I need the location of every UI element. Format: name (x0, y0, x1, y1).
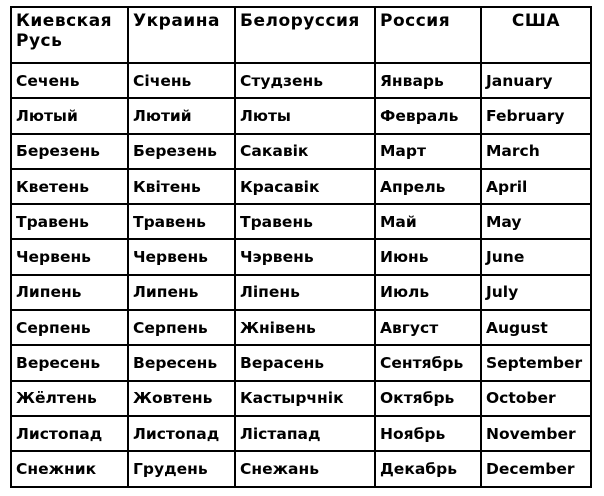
table-row (11, 451, 591, 486)
cell-belarus: Ліпень (235, 275, 375, 310)
cell-kievan-rus: Сечень (11, 63, 128, 98)
header-row (11, 7, 591, 63)
cell-kievan-rus: Вересень (11, 345, 128, 380)
cell-ukraine: Грудень (128, 451, 235, 486)
cell-usa: September (481, 345, 591, 380)
cell-ukraine: Квітень (128, 169, 235, 204)
cell-russia: Март (375, 134, 481, 169)
cell-ukraine: Липень (128, 275, 235, 310)
cell-ukraine: Листопад (128, 416, 235, 451)
cell-usa: March (481, 134, 591, 169)
cell-russia: Август (375, 310, 481, 345)
cell-ukraine: Лютий (128, 98, 235, 133)
header-usa: США (481, 7, 591, 63)
header-kievan-rus: Киевская Русь (11, 7, 128, 63)
table-row (11, 275, 591, 310)
cell-belarus: Жнівень (235, 310, 375, 345)
cell-russia: Октябрь (375, 381, 481, 416)
table-row (11, 134, 591, 169)
table-body (11, 63, 591, 487)
cell-russia: Май (375, 204, 481, 239)
table-row (11, 204, 591, 239)
table-row (11, 345, 591, 380)
header-belarus: Белоруссия (235, 7, 375, 63)
cell-usa: April (481, 169, 591, 204)
cell-kievan-rus: Травень (11, 204, 128, 239)
cell-belarus: Чэрвень (235, 239, 375, 274)
table-row (11, 416, 591, 451)
cell-belarus: Люты (235, 98, 375, 133)
cell-usa: January (481, 63, 591, 98)
cell-kievan-rus: Кветень (11, 169, 128, 204)
cell-russia: Апрель (375, 169, 481, 204)
cell-usa: December (481, 451, 591, 486)
cell-kievan-rus: Лютый (11, 98, 128, 133)
table-row (11, 169, 591, 204)
cell-russia: Сентябрь (375, 345, 481, 380)
month-names-table (10, 6, 592, 488)
cell-usa: May (481, 204, 591, 239)
cell-ukraine: Серпень (128, 310, 235, 345)
cell-russia: Ноябрь (375, 416, 481, 451)
cell-russia: Февраль (375, 98, 481, 133)
cell-kievan-rus: Снежник (11, 451, 128, 486)
cell-ukraine: Червень (128, 239, 235, 274)
table-row (11, 63, 591, 98)
cell-ukraine: Вересень (128, 345, 235, 380)
cell-belarus: Лістапад (235, 416, 375, 451)
header-russia: Россия (375, 7, 481, 63)
cell-kievan-rus: Жёлтень (11, 381, 128, 416)
cell-kievan-rus: Серпень (11, 310, 128, 345)
cell-usa: August (481, 310, 591, 345)
cell-belarus: Снежань (235, 451, 375, 486)
cell-ukraine: Березень (128, 134, 235, 169)
cell-usa: October (481, 381, 591, 416)
cell-kievan-rus: Березень (11, 134, 128, 169)
cell-russia: Июль (375, 275, 481, 310)
cell-belarus: Красавік (235, 169, 375, 204)
cell-belarus: Травень (235, 204, 375, 239)
cell-belarus: Верасень (235, 345, 375, 380)
cell-ukraine: Жовтень (128, 381, 235, 416)
cell-belarus: Сакавік (235, 134, 375, 169)
cell-usa: November (481, 416, 591, 451)
cell-usa: July (481, 275, 591, 310)
cell-usa: February (481, 98, 591, 133)
month-names-table-wrapper (10, 6, 592, 488)
table-row (11, 310, 591, 345)
cell-kievan-rus: Листопад (11, 416, 128, 451)
cell-russia: Декабрь (375, 451, 481, 486)
cell-belarus: Студзень (235, 63, 375, 98)
table-row (11, 239, 591, 274)
table-row (11, 381, 591, 416)
cell-usa: June (481, 239, 591, 274)
cell-russia: Январь (375, 63, 481, 98)
cell-kievan-rus: Червень (11, 239, 128, 274)
cell-kievan-rus: Липень (11, 275, 128, 310)
cell-belarus: Кастырчнік (235, 381, 375, 416)
cell-ukraine: Січень (128, 63, 235, 98)
header-ukraine: Украина (128, 7, 235, 63)
table-row (11, 98, 591, 133)
cell-ukraine: Травень (128, 204, 235, 239)
cell-russia: Июнь (375, 239, 481, 274)
